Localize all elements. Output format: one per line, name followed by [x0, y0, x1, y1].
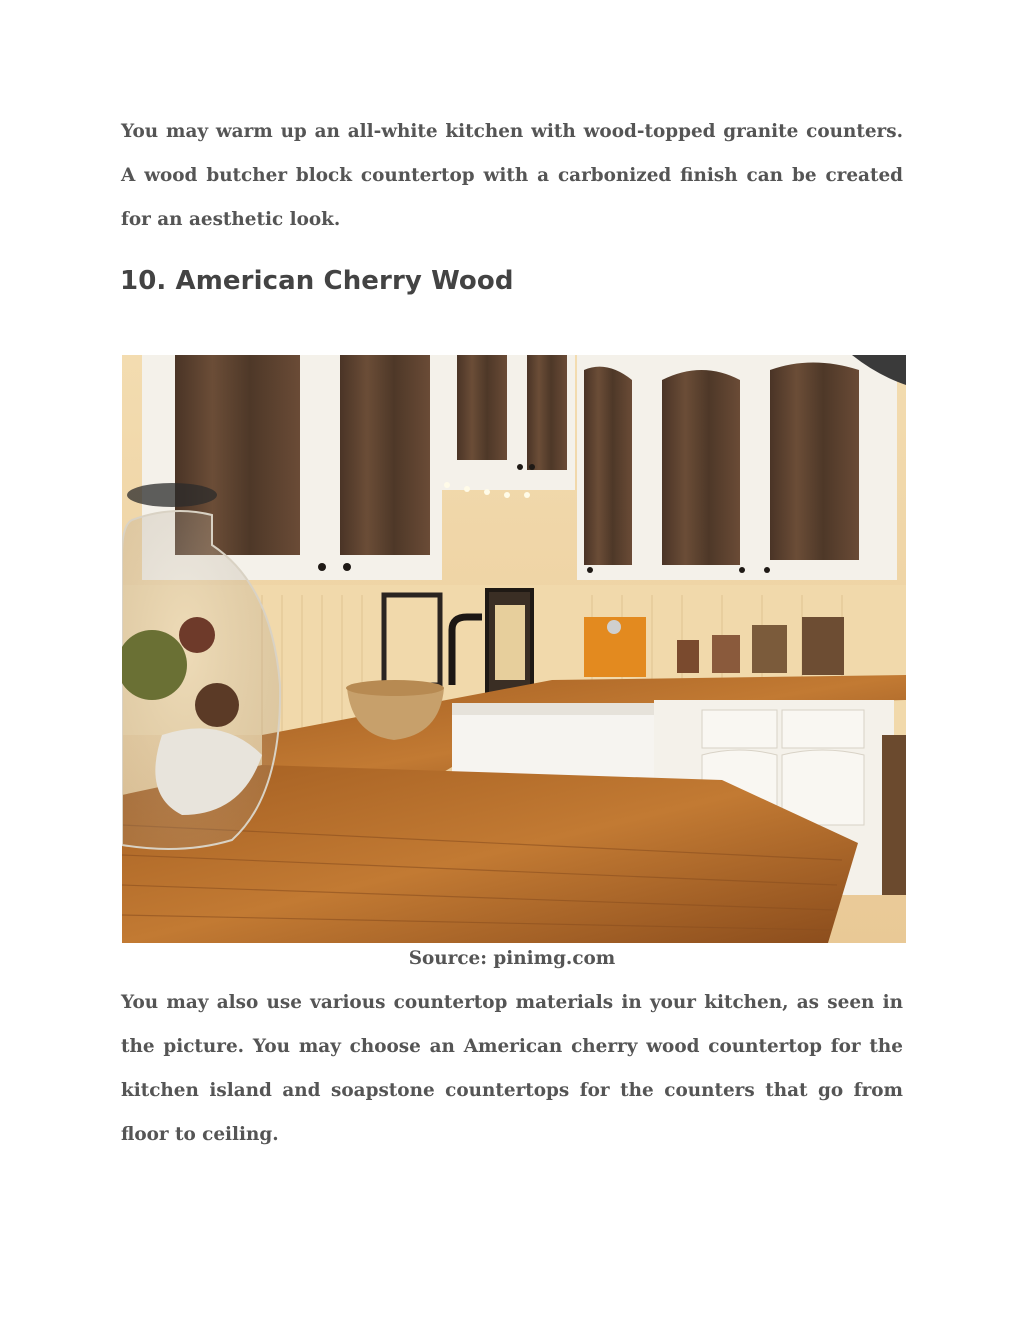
paragraph-line: kitchen island and soapstone countertops for the counters that go from: [121, 1080, 903, 1101]
kitchen-photo: [122, 355, 906, 943]
body-paragraph: [121, 981, 903, 1157]
paragraph-line: A wood butcher block countertop with a carbonized finish can be created: [121, 165, 903, 186]
paragraph-line: You may warm up an all-white kitchen with wood-topped granite counters.: [121, 121, 903, 142]
image-caption: Source: pinimg.com: [408, 948, 616, 969]
paragraph-line: floor to ceiling.: [121, 1124, 279, 1145]
paragraph-line: for an aesthetic look.: [121, 209, 341, 230]
paragraph-line: You may also use various countertop materials in your kitchen, as seen in: [121, 992, 903, 1013]
paragraph-line: the picture. You may choose an American cherry wood countertop for the: [121, 1036, 903, 1057]
section-heading: 10. American Cherry Wood: [120, 266, 514, 296]
intro-paragraph: [121, 110, 903, 242]
